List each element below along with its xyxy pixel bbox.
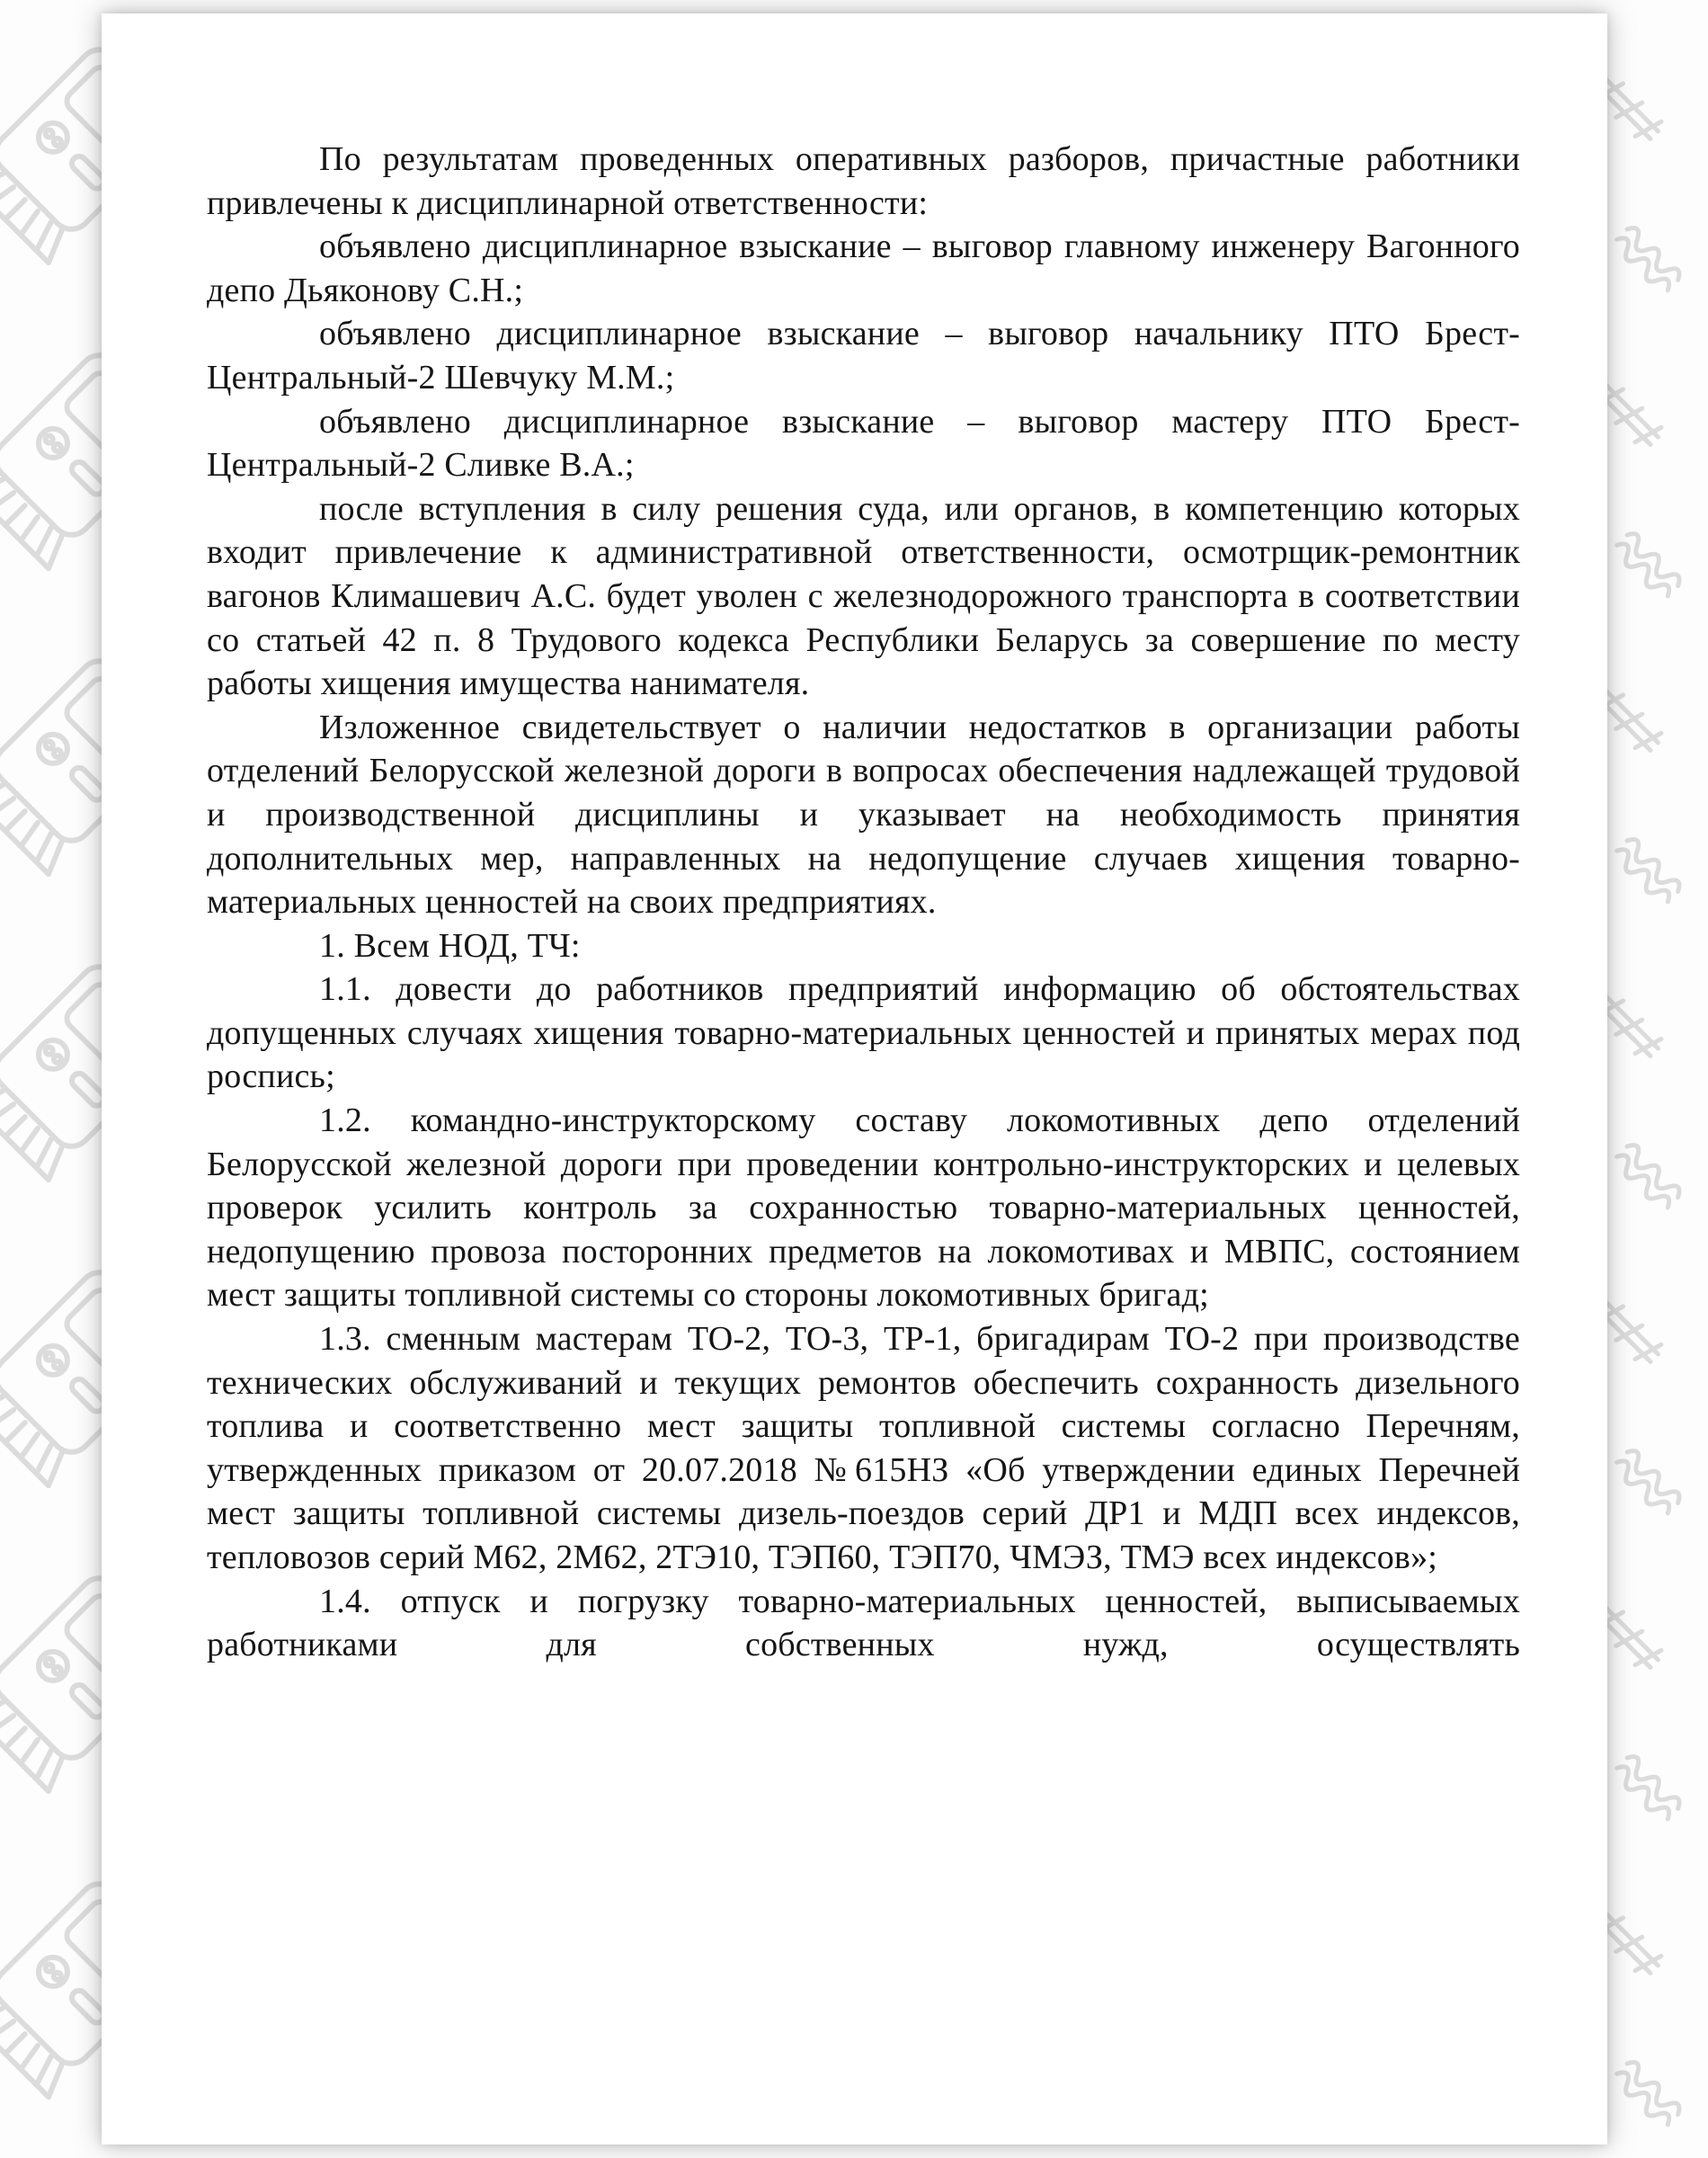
paragraph-item-1-2: 1.2. командно-инструкторскому составу локомотивных депо отделений Белорусской железной дороги при проведении контрольно-инструкторских и целевых проверок усилить контроль за сохранностью товарно-материальных ценностей, недопущению провоза посторонних предметов на локомотивах и МВПС, состоянием мест защиты топливной системы со стороны локомотивных бригад;	[207, 1101, 1520, 1315]
paragraph-dismissal: после вступления в силу решения суда, или органов, в компетенцию которых входит привлечение к административной ответственности, осмотрщик-ремонтник вагонов Климашевич А.С. будет уволен с железнодорожного транспорта в соответствии со статьей 42 п. 8 Трудового кодекса Республики Беларусь за совершение по месту работы хищения имущества нанимателя.	[207, 489, 1520, 703]
paragraph-item-1-1: 1.1. довести до работников предприятий информацию об обстоятельствах допущенных случаях хищения товарно-материальных ценностей и принятых мерах под роспись;	[207, 970, 1520, 1096]
paragraph-reprimand-2: объявлено дисциплинарное взыскание – выговор начальнику ПТО Брест-Центральный-2 Шевчуку М.М.;	[207, 315, 1520, 397]
paragraph-item-1-4: 1.4. отпуск и погрузку товарно-материальных ценностей, выписываемых работниками для собственных нужд, осуществлять	[207, 1582, 1520, 1664]
paragraph-intro: По результатам проведенных оперативных разборов, причастные работники привлечены к дисциплинарной ответственности:	[207, 140, 1520, 222]
paragraph-conclusion: Изложенное свидетельствует о наличии недостатков в организации работы отделений Белорусской железной дороги в вопросах обеспечения надлежащей трудовой и производственной дисциплины и указывает на необходимость принятия дополнительных мер, направленных на недопущение случаев хищения товарно-материальных ценностей на своих предприятиях.	[207, 708, 1520, 922]
paragraph-item-1-3: 1.3. сменным мастерам ТО-2, ТО-3, ТР-1, бригадирам ТО-2 при производстве технических обслуживаний и текущих ремонтов обеспечить сохранность дизельного топлива и соответственно мест защиты топливной системы согласно Перечням, утвержденных приказом от 20.07.2018 №615НЗ «Об утверждении единых Перечней мест защиты топливной системы дизель-поездов серий ДР1 и МДП всех индексов, тепловозов серий М62, 2М62, 2ТЭ10, ТЭП60, ТЭП70, ЧМЭЗ, ТМЭ всех индексов»;	[207, 1320, 1520, 1576]
document-text	[102, 13, 1607, 1667]
paragraph-reprimand-3: объявлено дисциплинарное взыскание – выговор мастеру ПТО Брест-Центральный-2 Сливке В.А.;	[207, 402, 1520, 485]
document-page	[102, 13, 1607, 2145]
paragraph-order-heading: 1. Всем НОД, ТЧ:	[319, 926, 581, 965]
paragraph-reprimand-1: объявлено дисциплинарное взыскание – выговор главному инженеру Вагонного депо Дьяконову С.Н.;	[207, 227, 1520, 309]
